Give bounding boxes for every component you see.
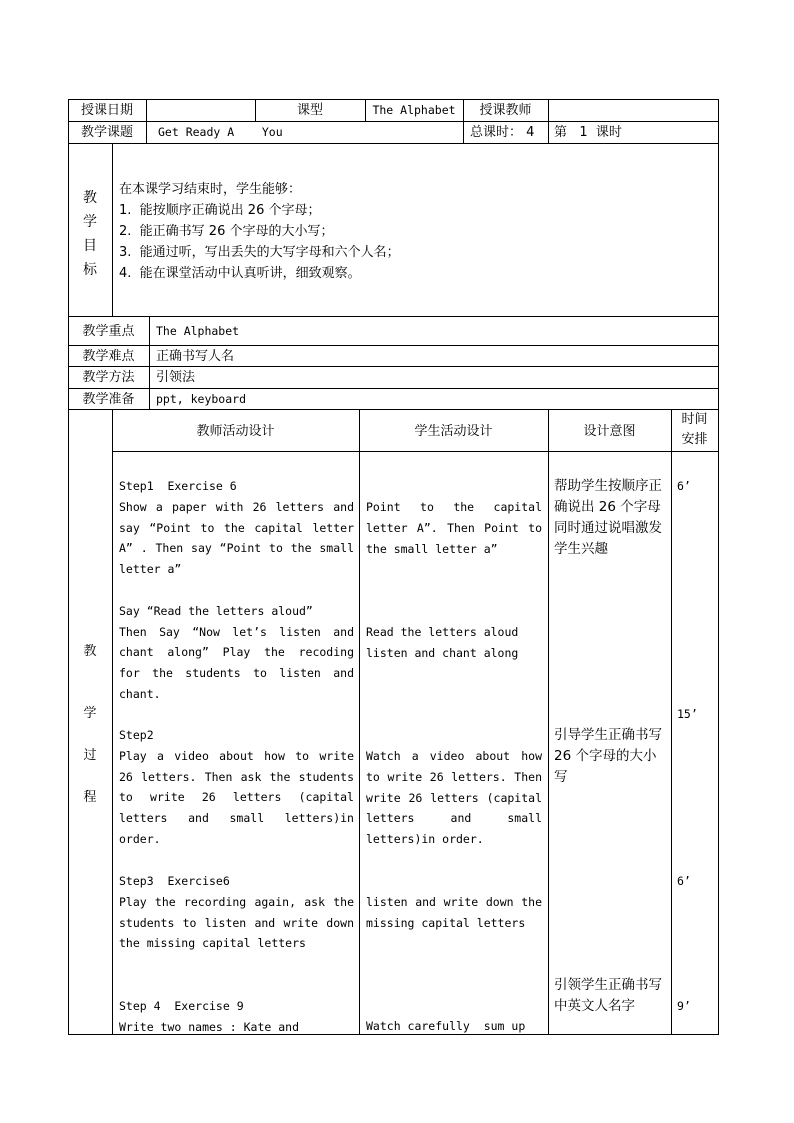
date-label: 授课日期 [80,103,133,118]
step4-time: 9’ [677,999,691,1013]
table-rule [112,451,719,452]
table-col-rule [149,316,150,409]
step1-design-intent: 帮助学生按顺序正确说出 26 个字母同时通过说唱激发学生兴趣 [554,478,662,557]
teacher-value [548,100,718,121]
objective-item: 3. 能通过听，写出丢失的大写字母和六个人名； [119,245,400,260]
focus-value: The Alphabet [156,324,240,338]
objectives-content [119,179,714,284]
col-time-allocation: 时间 安排 [681,412,708,447]
teacher-label: 授课教师 [479,103,532,118]
step2-student-activity: Watch a video about how to write 26 letters. Then write 26 letters (capital letters and small letters)in order. [366,749,549,847]
table-col-rule [112,143,113,316]
date-value [146,100,255,121]
col-design-intent: 设计意图 [583,424,636,439]
step1-time: 6’ [677,479,691,493]
lesson-number: 第 1 课时 [554,125,622,140]
col-teacher-activity: 教师活动设计 [196,424,275,439]
objectives-label [68,186,112,282]
prep-label: 教学准备 [82,392,135,407]
objectives-label-char: 目 [83,238,97,254]
method-label: 教学方法 [82,370,135,385]
step4-teacher-activity: Step 4 Exercise 9 Write two names : Kate and [119,999,300,1034]
step1-student-activity: Point to the capital letter A”. Then Point to the small letter a” Read the letters aloud listen and chant along [366,500,542,660]
table-rule [68,316,719,317]
col-student-activity: 学生活动设计 [414,424,493,439]
objective-item: 1. 能按顺序正确说出 26 个字母； [119,203,321,218]
difficulty-value: 正确书写人名 [156,349,235,364]
type-value: The Alphabet [372,103,456,117]
process-label-char: 程 [83,790,97,805]
table-border-right [718,99,719,1035]
step2-teacher-activity: Step2 Play a video about how to write 26 letters. Then ask the students to write 26 letters (capital letters and small letters)in order. [119,728,354,846]
process-label-char: 过 [83,748,97,763]
table-col-rule [112,409,113,1034]
objective-item: 4. 能在课堂活动中认真听讲，细致观察。 [119,266,361,281]
table-rule [68,143,719,144]
step2-time: 15’ [677,707,698,721]
objectives-label-char: 教 [83,190,97,206]
process-label [68,641,112,821]
focus-label: 教学重点 [82,324,135,339]
step2-design-intent: 引导学生正确书写 26 个字母的大小写 [554,727,662,785]
topic-label: 教学课题 [80,125,133,140]
process-label-char: 学 [83,706,97,721]
process-label-char: 教 [83,644,97,659]
prep-value: ppt, keyboard [156,392,247,406]
topic-value: Get Ready A You [158,125,283,139]
step1-teacher-activity: Step1 Exercise 6 Show a paper with 26 letters and say “Point to the capital letter A” . Then say “Point to the small letter a” Say “Read the letters aloud” Then Say “Now let’s listen and chant along” Play the recoding for the students to listen and chant. [119,479,354,701]
table-col-rule [671,409,672,1034]
step4-design-intent: 引领学生正确书写中英文人名字 [554,977,662,1014]
step4-student-activity: Watch carefully sum up [366,1019,526,1033]
objectives-label-char: 标 [83,262,97,278]
total-hours: 总课时： 4 [470,125,535,140]
step3-teacher-activity: Step3 Exercise6 Play the recording again, ask the students to listen and write down the missing capital letters [119,874,354,951]
method-value: 引领法 [156,370,196,385]
type-label: 课型 [296,103,323,118]
objectives-intro: 在本课学习结束时，学生能够： [119,182,302,197]
step3-student-activity: listen and write down the missing capital letters [366,895,549,930]
objectives-label-char: 学 [83,214,97,230]
objective-item: 2. 能正确书写 26 个字母的大小写； [119,224,334,239]
difficulty-label: 教学难点 [82,349,135,364]
step3-time: 6’ [677,874,691,888]
